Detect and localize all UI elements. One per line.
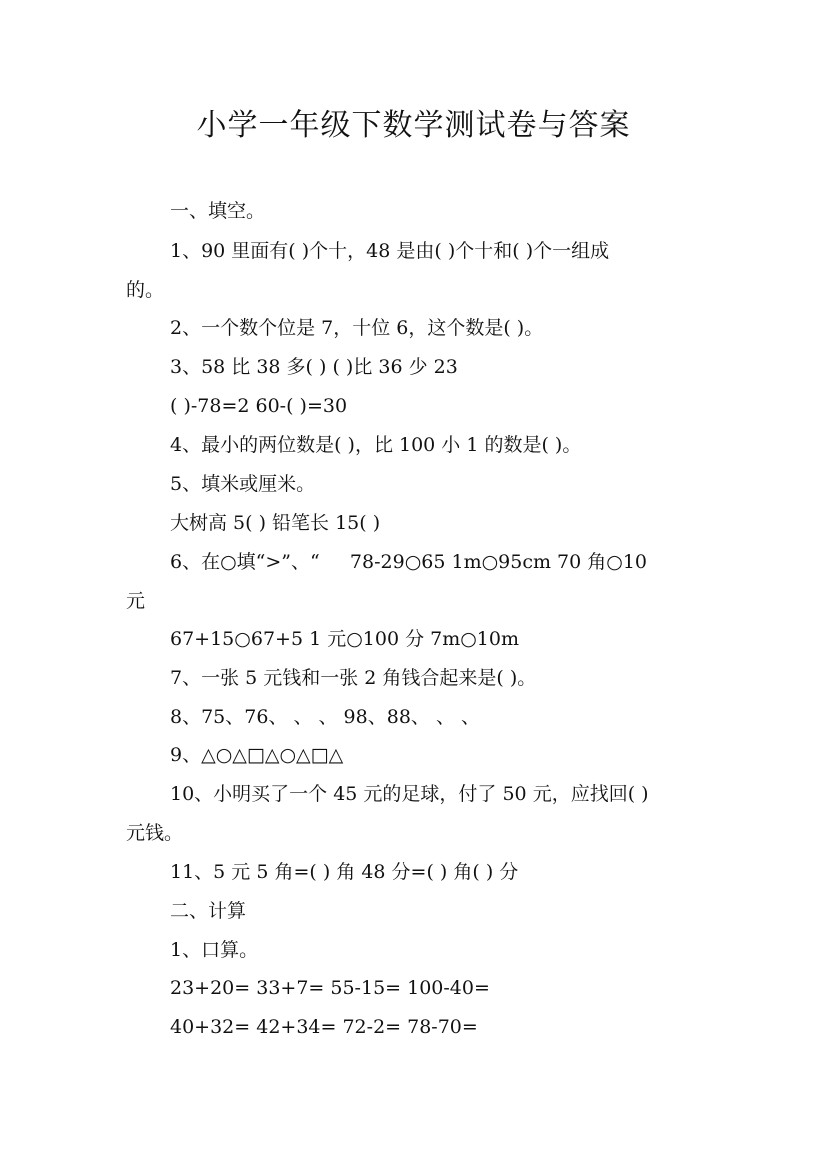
question-line: 1、口算。 <box>170 939 259 961</box>
arithmetic-line: 23+20= 33+7= 55-15= 100-40= <box>170 977 490 999</box>
section-heading-calculation: 二、计算 <box>170 900 247 922</box>
arithmetic-line: 40+32= 42+34= 72-2= 78-70= <box>170 1016 478 1038</box>
question-line: 11、5 元 5 角=( ) 角 48 分=( ) 角( ) 分 <box>170 861 519 883</box>
document-title: 小学一年级下数学测试卷与答案 <box>196 108 631 143</box>
question-line: 9、△○△□△○△□△ <box>170 744 344 766</box>
question-line-wrap: 元 <box>126 590 146 612</box>
question-line: 2、一个数个位是 7，十位 6，这个数是( )。 <box>170 317 544 339</box>
question-line-wrap: 元钱。 <box>126 822 184 844</box>
question-line: 3、58 比 38 多( ) ( )比 36 少 23 <box>170 356 458 378</box>
question-line: 4、最小的两位数是( )，比 100 小 1 的数是( )。 <box>170 434 582 456</box>
question-line: 7、一张 5 元钱和一张 2 角钱合起来是( )。 <box>170 667 537 689</box>
section-heading-fill-blank: 一、填空。 <box>170 200 266 222</box>
question-line: 5、填米或厘米。 <box>170 473 316 495</box>
question-line: 67+15○67+5 1 元○100 分 7m○10m <box>170 628 520 650</box>
question-line: 8、75、76、 、 、 98、88、 、 、 <box>170 706 480 728</box>
question-line: 6、在○填“>”、“ 78-29○65 1m○95cm 70 角○10 <box>170 551 648 573</box>
question-line: 10、小明买了一个 45 元的足球，付了 50 元，应找回( ) <box>170 783 649 805</box>
question-line-wrap: 的。 <box>126 279 165 301</box>
question-line: ( )-78=2 60-( )=30 <box>170 395 348 417</box>
question-line: 大树高 5( ) 铅笔长 15( ) <box>170 512 381 534</box>
question-line: 1、90 里面有( )个十，48 是由( )个十和( )个一组成 <box>170 240 610 262</box>
